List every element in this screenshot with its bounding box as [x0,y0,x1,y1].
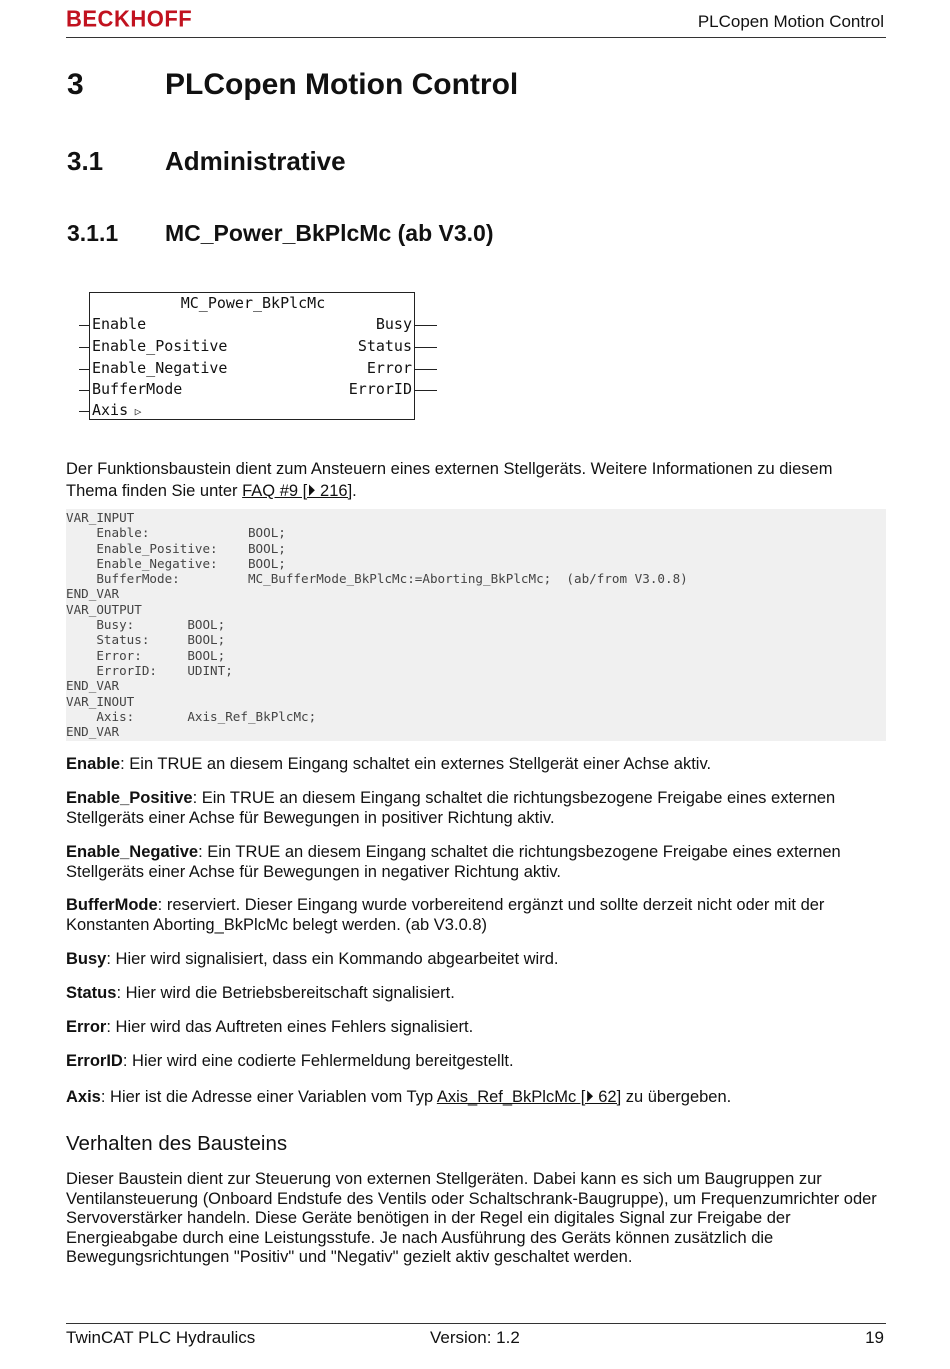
input-connector [79,411,89,412]
running-header-title: PLCopen Motion Control [697,12,884,31]
desc-axis: Axis: Hier ist die Adresse einer Variablen vom Typ Axis_Ref_BkPlcMc [⏵ 62] zu übergeben. [66,1088,732,1106]
footer-product: TwinCAT PLC Hydraulics [66,1328,256,1347]
faq-link[interactable]: FAQ #9 [⏵ 216] [242,482,353,500]
beckhoff-logo: BECKHOFF [66,5,193,32]
intro-paragraph: Der Funktionsbaustein dient zum Ansteuern eines externen Stellgeräts. Weitere Informationen zu diesem Thema finden Sie unter FAQ #9 [⏵ 216]. [66,460,833,500]
input-pin-buffermode: BufferMode [92,380,183,398]
axis-ref-link[interactable]: Axis_Ref_BkPlcMc [⏵ 62] [436,1088,622,1106]
section-title: Administrative [165,146,346,176]
chapter-title: PLCopen Motion Control [165,68,519,101]
desc-errorid: ErrorID: Hier wird eine codierte Fehlermeldung bereitgestellt. [66,1052,514,1070]
desc-status: Status: Hier wird die Betriebsbereitschaft signalisiert. [66,984,455,1002]
output-connector [415,369,437,370]
page-number: 19 [865,1328,884,1347]
section-number: 3.1 [67,146,104,176]
footer-version: Version: 1.2 [430,1328,520,1347]
output-pin-error: Error [366,359,412,377]
output-connector [415,325,437,326]
input-connector [79,390,89,391]
function-block-diagram [89,292,415,420]
chapter-number: 3 [67,68,84,101]
input-pin-axis: Axis ▷ [92,401,142,419]
input-connector [79,347,89,348]
subsection-title: MC_Power_BkPlcMc (ab V3.0) [165,220,494,246]
desc-buffermode: BufferMode: reserviert. Dieser Eingang wurde vorbereitend ergänzt und sollte derzeit nicht oder mit der Konstanten Aborting_BkPlcMc belegt werden. (ab V3.0.8) [66,896,825,934]
input-connector [79,325,89,326]
output-connector [415,390,437,391]
output-pin-status: Status [357,337,412,355]
output-connector [415,347,437,348]
input-pin-enable-positive: Enable_Positive [92,337,228,355]
function-block-name: MC_Power_BkPlcMc [180,294,326,312]
input-connector [79,369,89,370]
code-listing: VAR_INPUT Enable: BOOL; Enable_Positive: BOOL; Enable_Negative: BOOL; BufferMode: MC_BufferMode_BkPlcMc:=Aborting_BkPlcMc; (ab/from V3.0.8) END_VAR VAR_OUTPUT Busy: BOOL; Status: BOOL; Error: BOOL; ErrorID: UDINT; END_VAR VAR_INOUT Axis: Axis_Ref_BkPlcMc; END_VAR [66,510,688,740]
inout-arrow-icon: ▷ [128,405,142,418]
behavior-paragraph: Dieser Baustein dient zur Steuerung von externen Stellgeräten. Dabei kann es sich um Baugruppen zur Ventilansteuerung (Onboard Endstufe des Ventils oder Schaltschrank-Baugruppe), um Frequenzumrichter oder Servoverstärker handeln. Diese Geräte benötigen in der Regel ein digitales Signal zur Freigabe der Energieabgabe durch eine Leistungsstufe. Je nach Ausführung des Geräts können zusätzlich die Bewegungsrichtungen "Positiv" und "Negativ" gezielt aktiv geschaltet werden. [66,1170,877,1267]
desc-busy: Busy: Hier wird signalisiert, dass ein Kommando abgearbeitet wird. [66,950,559,968]
header-rule [66,37,886,38]
subsection-number: 3.1.1 [67,220,119,246]
footer-rule [66,1323,886,1324]
behavior-heading: Verhalten des Bausteins [66,1132,288,1155]
desc-enable-positive: Enable_Positive: Ein TRUE an diesem Eingang schaltet die richtungsbezogene Freigabe eines externen Stellgeräts einer Achse für Bewegungen in positiver Richtung aktiv. [66,789,836,827]
output-pin-busy: Busy [375,315,412,333]
input-pin-enable: Enable [92,315,147,333]
output-pin-errorid: ErrorID [348,380,412,398]
desc-error: Error: Hier wird das Auftreten eines Fehlers signalisiert. [66,1018,474,1036]
input-pin-enable-negative: Enable_Negative [92,359,228,377]
desc-enable-negative: Enable_Negative: Ein TRUE an diesem Eingang schaltet die richtungsbezogene Freigabe eines externen Stellgeräts einer Achse für Bewegungen in negativer Richtung aktiv. [66,843,841,881]
variable-declaration-code [66,509,886,741]
desc-enable: Enable: Ein TRUE an diesem Eingang schaltet ein externes Stellgerät einer Achse aktiv. [66,755,712,773]
